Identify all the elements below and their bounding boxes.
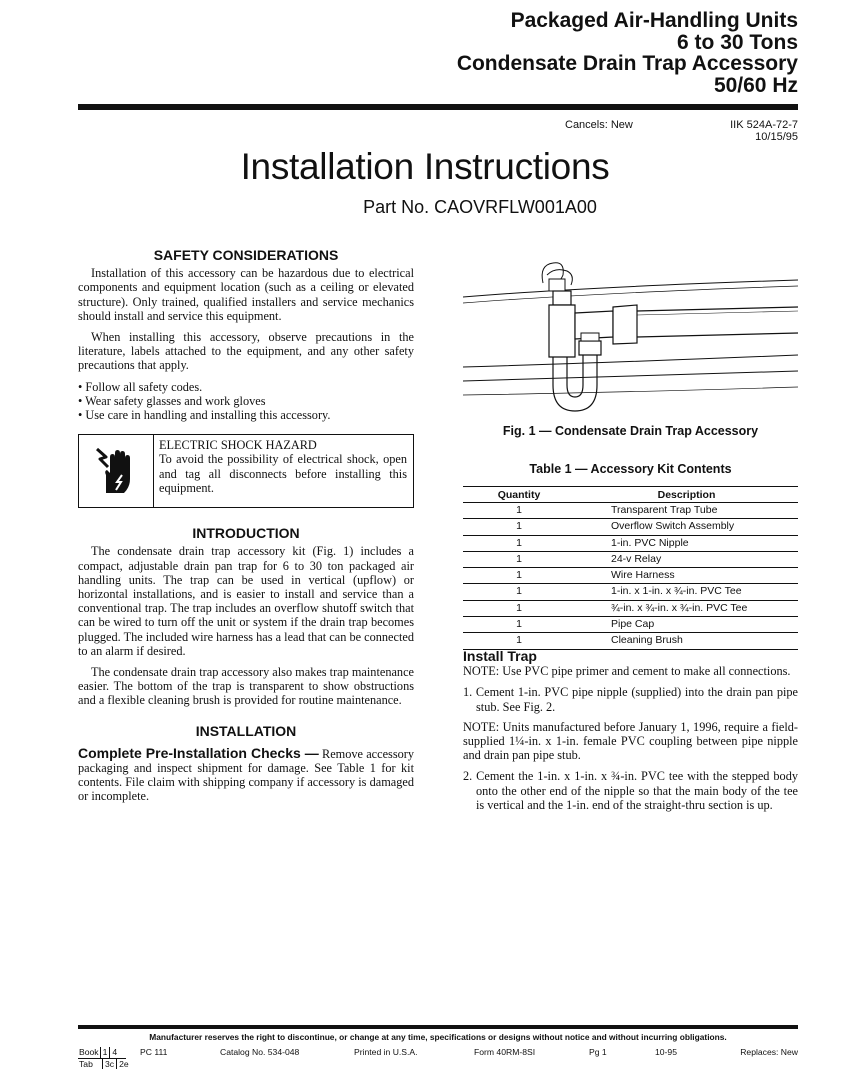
- quantity-cell: 1: [463, 551, 575, 567]
- introduction-paragraph-2: The condensate drain trap accessory also makes trap maintenance easier. The bottom of the trap is transparent to show obstructions and a flexible cleaning brush is provided for routine maintenance.: [78, 665, 414, 708]
- installation-heading: INSTALLATION: [195, 722, 297, 739]
- header-line-3: Condensate Drain Trap Accessory: [456, 52, 798, 75]
- introduction-heading: INTRODUCTION: [192, 525, 300, 542]
- install-steps-part-1: [463, 685, 798, 713]
- install-note-2: NOTE: Units manufactured before January 1, 1996, require a field-supplied 1¼-in. x 1-in. female PVC coupling between pipe nipple and drain pan pipe stub.: [463, 719, 798, 763]
- electric-shock-warning-box: [78, 434, 414, 508]
- footer-date: 10-95: [655, 1047, 677, 1057]
- table-row: [463, 600, 798, 616]
- description-cell: Pipe Cap: [575, 617, 798, 633]
- pre-installation-checks-text: Remove accessory packaging and inspect shipment for damage. See Table 1 for kit contents. File claim with shipping company if accessory is damaged or incomplete.: [78, 746, 414, 804]
- pc-number: PC 111: [140, 1047, 168, 1057]
- figure-1-drain-trap: [463, 245, 798, 415]
- column-header-quantity: Quantity: [463, 487, 575, 503]
- table-row: [463, 503, 798, 519]
- quantity-cell: 1: [463, 535, 575, 551]
- document-header: [457, 10, 798, 96]
- right-column: [463, 649, 798, 818]
- table-row: [463, 535, 798, 551]
- footer-rule: [78, 1025, 798, 1029]
- header-rule: [78, 104, 798, 110]
- safety-bullet-list: [78, 380, 414, 423]
- table-row: [463, 519, 798, 535]
- header-line-4: 50/60 Hz: [713, 73, 798, 97]
- quantity-cell: 1: [463, 568, 575, 584]
- electric-shock-hand-icon: [79, 435, 154, 507]
- warning-text-block: [154, 435, 413, 507]
- description-cell: Cleaning Brush: [575, 633, 798, 649]
- form-number: Form 40RM-8SI: [474, 1047, 536, 1057]
- quantity-cell: 1: [463, 617, 575, 633]
- description-cell: ¾-in. x ¾-in. x ¾-in. PVC Tee: [575, 600, 798, 616]
- page-number: Pg 1: [589, 1047, 607, 1057]
- manufacturer-disclaimer: Manufacturer reserves the right to discontinue, or change at any time, specifications or designs without notice and without incurring obligations.: [149, 1032, 727, 1042]
- part-number: Part No. CAOVRFLW001A00: [363, 197, 597, 217]
- description-cell: 1-in. x 1-in. x ¾-in. PVC Tee: [575, 584, 798, 600]
- quantity-cell: 1: [463, 519, 575, 535]
- introduction-paragraph-1: The condensate drain trap accessory kit (Fig. 1) includes a compact, adjustable drain pan trap for 6 to 30 ton packaged air handling units. The trap can be used in vertical (upflow) or horizontal installations, and is easier to install and service than a conventional trap. The trap includes an overflow shutoff switch that can be wired to turn off the unit or system if the drain trap becomes plugged. The included wire harness has a lead that can be connected to an alarm if desired.: [78, 544, 414, 658]
- accessory-kit-table: [463, 486, 798, 650]
- warning-title: ELECTRIC SHOCK HAZARD: [159, 438, 317, 453]
- table-row: [463, 617, 798, 633]
- install-note-1: NOTE: Use PVC pipe primer and cement to make all connections.: [463, 664, 791, 679]
- table-header-row: [463, 487, 798, 503]
- tab-value-1: 3c: [102, 1059, 116, 1070]
- description-cell: Wire Harness: [575, 568, 798, 584]
- list-item: • Wear safety glasses and work gloves: [78, 393, 266, 408]
- catalog-number: Catalog No. 534-048: [220, 1047, 300, 1057]
- cancels-label: Cancels: New: [565, 119, 633, 131]
- table-row: [463, 551, 798, 567]
- install-step-2: 2. Cement the 1-in. x 1-in. x ¾-in. PVC tee with the stepped body onto the other end of the nipple so that the main body of the tee is vertical and the 1-in. end of the straight-thru section is up.: [463, 769, 798, 812]
- install-step-1: 1. Cement 1-in. PVC pipe nipple (supplied) into the drain pan pipe stub. See Fig. 2.: [463, 685, 798, 714]
- list-item: • Follow all safety codes.: [78, 379, 203, 394]
- book-value-1: 1: [100, 1047, 110, 1058]
- description-cell: Transparent Trap Tube: [575, 503, 798, 519]
- description-cell: Overflow Switch Assembly: [575, 519, 798, 535]
- warning-text: To avoid the possibility of electrical shock, open and tag all disconnects before installing this equipment.: [159, 452, 407, 495]
- column-header-description: Description: [575, 487, 798, 503]
- tab-value-2: 2e: [116, 1059, 131, 1070]
- table-row: [463, 568, 798, 584]
- quantity-cell: 1: [463, 633, 575, 649]
- safety-heading: SAFETY CONSIDERATIONS: [153, 247, 339, 263]
- description-cell: 1-in. PVC Nipple: [575, 535, 798, 551]
- install-steps-part-2: [463, 769, 798, 812]
- replaces-label: Replaces: New: [740, 1047, 798, 1057]
- doc-date: 10/15/95: [755, 131, 798, 143]
- document-number: [730, 119, 798, 143]
- pre-installation-checks: [78, 746, 414, 804]
- quantity-cell: 1: [463, 584, 575, 600]
- safety-paragraph-2: When installing this accessory, observe precautions in the literature, labels attached to the equipment, and any other safety precautions that apply.: [78, 330, 414, 373]
- table-row: [463, 584, 798, 600]
- figure-1-caption: Fig. 1 — Condensate Drain Trap Accessory: [502, 424, 759, 438]
- description-cell: 24-v Relay: [575, 551, 798, 567]
- left-column: [78, 248, 414, 811]
- page-title: Installation Instructions: [240, 146, 610, 187]
- printed-in: Printed in U.S.A.: [354, 1047, 418, 1057]
- header-line-2: 6 to 30 Tons: [677, 30, 798, 54]
- pre-installation-checks-heading: Complete Pre-Installation Checks —: [78, 744, 319, 761]
- install-trap-heading: Install Trap: [463, 648, 537, 664]
- header-line-1: Packaged Air-Handling Units: [510, 9, 798, 32]
- list-item: • Use care in handling and installing this accessory.: [78, 408, 331, 423]
- safety-paragraph-1: Installation of this accessory can be hazardous due to electrical components and equipment location (such as a ceiling or elevated structure). Only trained, qualified installers and service mechanics should install and service this equipment.: [78, 266, 414, 323]
- table-row: [463, 633, 798, 649]
- book-value-2: 4: [109, 1047, 119, 1058]
- book-tab-grid: [78, 1047, 140, 1069]
- book-label: Book: [79, 1047, 99, 1057]
- table-1-title: Table 1 — Accessory Kit Contents: [529, 462, 732, 476]
- doc-number-text: IIK 524A-72-7: [730, 119, 798, 131]
- tab-label: Tab: [79, 1058, 93, 1069]
- quantity-cell: 1: [463, 503, 575, 519]
- footer-info: [78, 1047, 798, 1069]
- quantity-cell: 1: [463, 600, 575, 616]
